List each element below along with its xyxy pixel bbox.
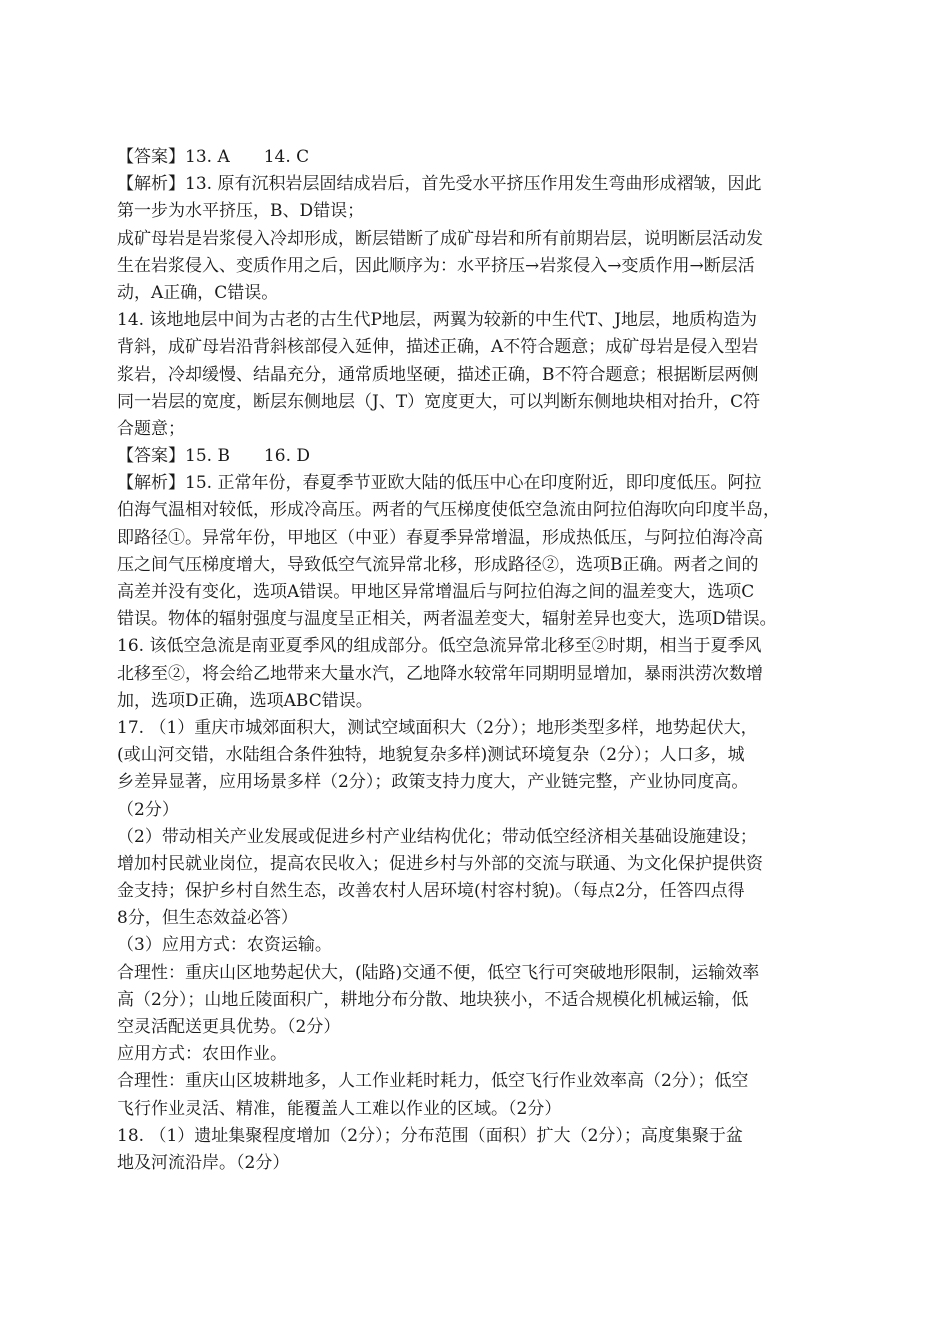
text-line: 【答案】15. B 16. D	[117, 446, 311, 467]
text-line: （2）带动相关产业发展或促进乡村产业结构优化；带动低空经济相关基础设施建设；	[117, 826, 757, 847]
text-line: 空灵活配送更具优势。（2分）	[117, 1017, 341, 1037]
text-line: 18. （1）遗址集聚程度增加（2分）；分布范围（面积）扩大（2分）；高度集聚于盆	[117, 1125, 743, 1146]
text-line: 增加村民就业岗位，提高农民收入；促进乡村与外部的交流与联通、为文化保护提供资	[117, 853, 763, 874]
text-line: 背斜，成矿母岩沿背斜核部侵入延伸，描述正确，A不符合题意；成矿母岩是侵入型岩	[117, 337, 759, 358]
text-line: 【解析】15. 正常年份，春夏季节亚欧大陆的低压中心在印度附近，即印度低压。阿拉	[117, 473, 762, 494]
text-line: 错误。物体的辐射强度与温度呈正相关，两者温差变大，辐射差异也变大，选项D错误。	[117, 609, 777, 630]
text-line: 地及河流沿岸。（2分）	[117, 1152, 290, 1173]
text-line: 高差并没有变化，选项A错误。甲地区异常增温后与阿拉伯海之间的温差变大，选项C	[117, 582, 755, 602]
text-line: 14. 该地地层中间为古老的古生代P地层，两翼为较新的中生代T、J地层，地质构造为	[117, 310, 758, 331]
text-line: 合理性：重庆山区地势起伏大，(陆路)交通不便，低空飞行可突破地形限制，运输效率	[117, 962, 760, 983]
text-line: 压之间气压梯度增大，导致低空气流异常北移，形成路径②，选项B正确。两者之间的	[117, 554, 759, 575]
text-line: 第一步为水平挤压，B、D错误；	[117, 201, 365, 222]
text-line: 金支持；保护乡村自然生态，改善农村人居环境(村容村貌)。（每点2分，任答四点得	[117, 881, 745, 902]
text-line: 应用方式：农田作业。	[117, 1044, 287, 1065]
text-line: 浆岩，冷却缓慢、结晶充分，通常质地坚硬，描述正确，B不符合题意；根据断层两侧	[117, 364, 759, 385]
text-line: 合题意；	[117, 418, 185, 439]
text-line: 8分，但生态效益必答）	[117, 908, 298, 929]
text-line: (或山河交错，水陆组合条件独特，地貌复杂多样)测试环境复杂（2分）；人口多，城	[117, 745, 745, 766]
text-line: 合理性：重庆山区坡耕地多，人工作业耗时耗力，低空飞行作业效率高（2分）；低空	[117, 1071, 749, 1092]
text-line: 【解析】13. 原有沉积岩层固结成岩后，首先受水平挤压作用发生弯曲形成褶皱，因此	[117, 174, 762, 195]
text-line: 动，A正确，C错误。	[117, 282, 279, 303]
text-line: 高（2分）；山地丘陵面积广，耕地分布分散、地块狭小，不适合规模化机械运输，低	[117, 989, 749, 1010]
text-line: 【答案】13. A 14. C	[117, 147, 310, 167]
text-line: 成矿母岩是岩浆侵入冷却形成，断层错断了成矿母岩和所有前期岩层，说明断层活动发	[117, 228, 763, 249]
text-line: 乡差异显著，应用场景多样（2分）；政策支持力度大，产业链完整，产业协同度高。	[117, 772, 749, 793]
text-line: 生在岩浆侵入、变质作用之后，因此顺序为：水平挤压→岩浆侵入→变质作用→断层活	[117, 255, 755, 276]
text-line: 17. （1）重庆市城郊面积大，测试空域面积大（2分）；地形类型多样，地势起伏大，	[117, 717, 758, 738]
text-line: （2分）	[117, 799, 179, 820]
text-line: 同一岩层的宽度，断层东侧地层（J、T）宽度更大，可以判断东侧地块相对抬升，C符	[117, 391, 761, 412]
answer-sheet-page	[117, 144, 847, 1177]
text-line: 即路径①。异常年份，甲地区（中亚）春夏季异常增温，形成热低压，与阿拉伯海冷高	[117, 527, 763, 548]
text-line: 飞行作业灵活、精准，能覆盖人工难以作业的区域。（2分）	[117, 1098, 562, 1119]
text-line: 16. 该低空急流是南亚夏季风的组成部分。低空急流异常北移至②时期，相当于夏季风	[117, 636, 762, 657]
text-line: 伯海气温相对较低，形成冷高压。两者的气压梯度使低空急流由阿拉伯海吹向印度半岛，	[117, 500, 780, 521]
text-line: 加，选项D正确，选项ABC错误。	[117, 690, 373, 711]
text-line: （3）应用方式：农资运输。	[117, 935, 332, 956]
text-line: 北移至②，将会给乙地带来大量水汽，乙地降水较常年同期明显增加，暴雨洪涝次数增	[117, 663, 763, 684]
